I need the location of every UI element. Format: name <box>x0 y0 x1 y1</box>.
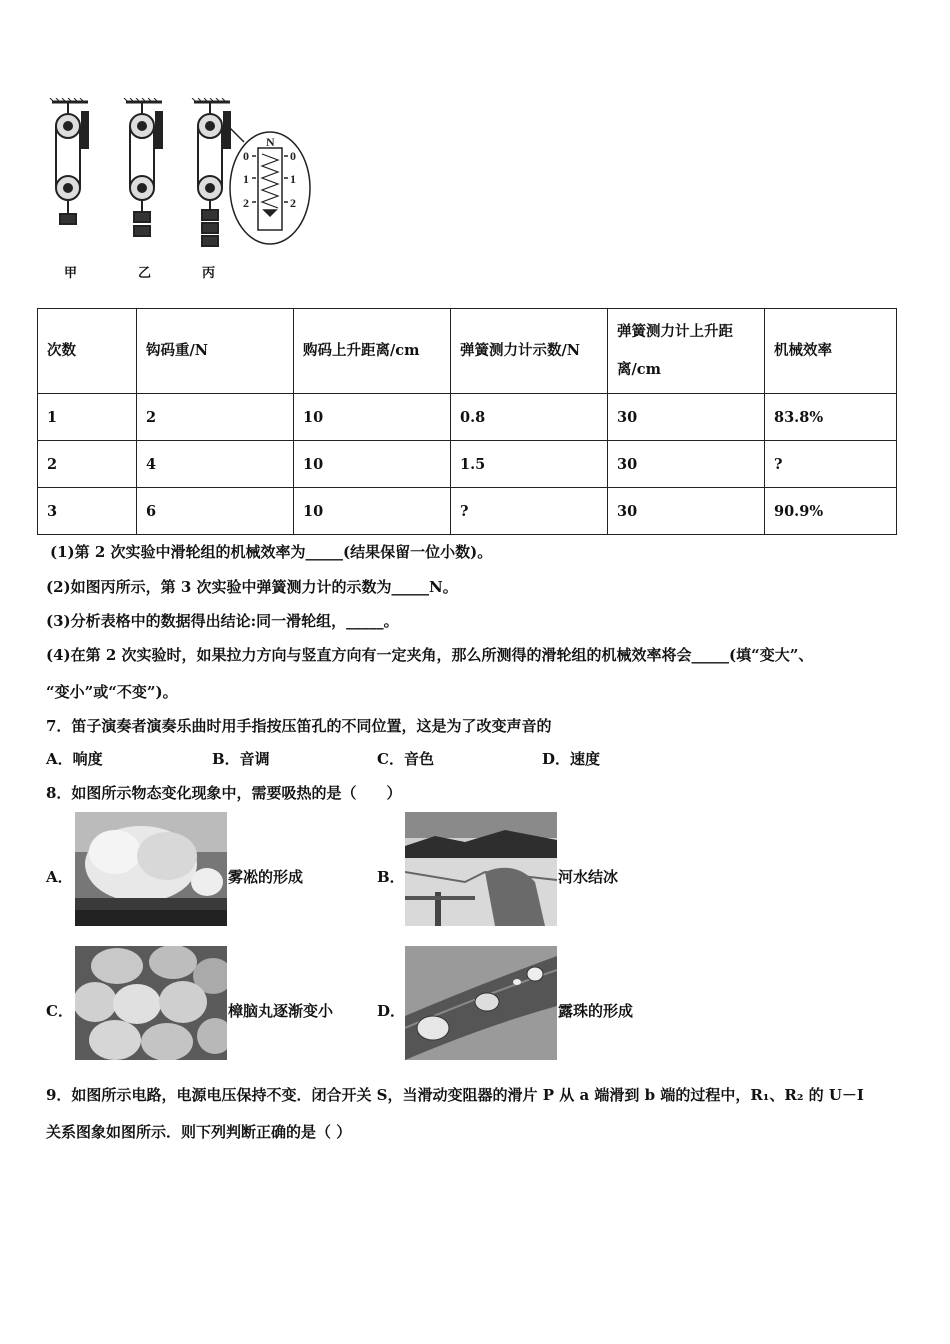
pulley-system-yi <box>124 98 162 236</box>
experiment-table <box>37 308 897 535</box>
q8-option-c-letter: C． <box>46 1002 73 1020</box>
table-cell: ? <box>451 488 608 535</box>
table-cell: 10 <box>294 441 451 488</box>
table-row <box>38 394 897 441</box>
table-cell: 1 <box>38 394 137 441</box>
q7-option-a: A．响度 <box>46 750 103 768</box>
table-cell: 30 <box>608 488 765 535</box>
table-cell: 4 <box>137 441 294 488</box>
figure-label-yi: 乙 <box>138 266 152 281</box>
table-header-cell: 购码上升距离/cm <box>294 309 451 394</box>
scale-number-left-0: 0 <box>243 149 249 163</box>
table-cell: 30 <box>608 394 765 441</box>
figure-label-bing: 丙 <box>202 266 216 281</box>
scale-number-right-1: 1 <box>290 172 296 186</box>
scale-number-left-2: 2 <box>243 196 249 210</box>
table-cell: 10 <box>294 394 451 441</box>
q7-option-b: B．音调 <box>212 750 270 768</box>
table-cell: 10 <box>294 488 451 535</box>
table-header-cell: 弹簧测力计示数/N <box>451 309 608 394</box>
pulley-system-bing <box>192 98 230 246</box>
table-cell: 3 <box>38 488 137 535</box>
rime-photo <box>75 812 227 926</box>
table-header-row <box>38 309 897 394</box>
pulley-system-jia <box>50 98 88 224</box>
q8-option-b-caption: 河水结冰 <box>558 868 619 886</box>
q8-option-d-letter: D． <box>377 1002 406 1020</box>
table-cell: 2 <box>38 441 137 488</box>
question-8: 8．如图所示物态变化现象中，需要吸热的是（ ） <box>46 784 402 802</box>
question-6-part-2: (2)如图丙所示，第 3 次实验中弹簧测力计的示数为_____N。 <box>46 578 458 596</box>
table-row <box>38 488 897 535</box>
table-cell: 0.8 <box>451 394 608 441</box>
table-row <box>38 441 897 488</box>
scale-number-left-1: 1 <box>243 172 249 186</box>
scale-number-right-2: 2 <box>290 196 296 210</box>
table-cell: ? <box>765 441 897 488</box>
table-header-cell: 弹簧测力计上升距离/cm <box>608 309 765 394</box>
frozen-river-photo <box>405 812 557 926</box>
q8-option-d-caption: 露珠的形成 <box>558 1002 634 1020</box>
table-header-cell: 机械效率 <box>765 309 897 394</box>
q8-option-a-caption: 雾凇的形成 <box>228 868 304 886</box>
question-6-part-4-cont: “变小”或“不变”)。 <box>46 683 178 701</box>
question-6-part-4: (4)在第 2 次实验时，如果拉力方向与竖直方向有一定夹角，那么所测得的滑轮组的机械效率将会_____(填“变大”、 <box>46 646 814 664</box>
q8-option-a-letter: A． <box>46 868 73 886</box>
scale-number-right-0: 0 <box>290 149 296 163</box>
table-cell: 83.8% <box>765 394 897 441</box>
scale-unit: N <box>266 135 275 149</box>
pulley-figure <box>44 98 324 280</box>
table-cell: 90.9% <box>765 488 897 535</box>
camphor-balls-photo <box>75 946 227 1060</box>
dew-drops-photo <box>405 946 557 1060</box>
question-9: 9．如图所示电路，电源电压保持不变．闭合开关 S，当滑动变阻器的滑片 P 从 a 端滑到 b 端的过程中，R₁、R₂ 的 U－I <box>46 1086 864 1104</box>
q8-option-c-caption: 樟脑丸逐渐变小 <box>228 1002 334 1020</box>
table-cell: 6 <box>137 488 294 535</box>
q7-option-d: D．速度 <box>542 750 601 768</box>
table-header-cell: 钩码重/N <box>137 309 294 394</box>
question-6-part-1: (1)第 2 次实验中滑轮组的机械效率为_____(结果保留一位小数)。 <box>50 543 493 561</box>
table-cell: 30 <box>608 441 765 488</box>
figure-label-jia: 甲 <box>64 266 78 281</box>
question-9-cont: 关系图象如图所示．则下列判断正确的是（ ） <box>46 1123 352 1141</box>
table-header-cell: 次数 <box>38 309 137 394</box>
table-cell: 2 <box>137 394 294 441</box>
question-7: 7．笛子演奏者演奏乐曲时用手指按压笛孔的不同位置，这是为了改变声音的 <box>46 717 552 735</box>
q7-option-c: C．音色 <box>377 750 434 768</box>
q8-option-b-letter: B． <box>377 868 405 886</box>
table-cell: 1.5 <box>451 441 608 488</box>
question-6-part-3: (3)分析表格中的数据得出结论:同一滑轮组，_____。 <box>46 612 399 630</box>
